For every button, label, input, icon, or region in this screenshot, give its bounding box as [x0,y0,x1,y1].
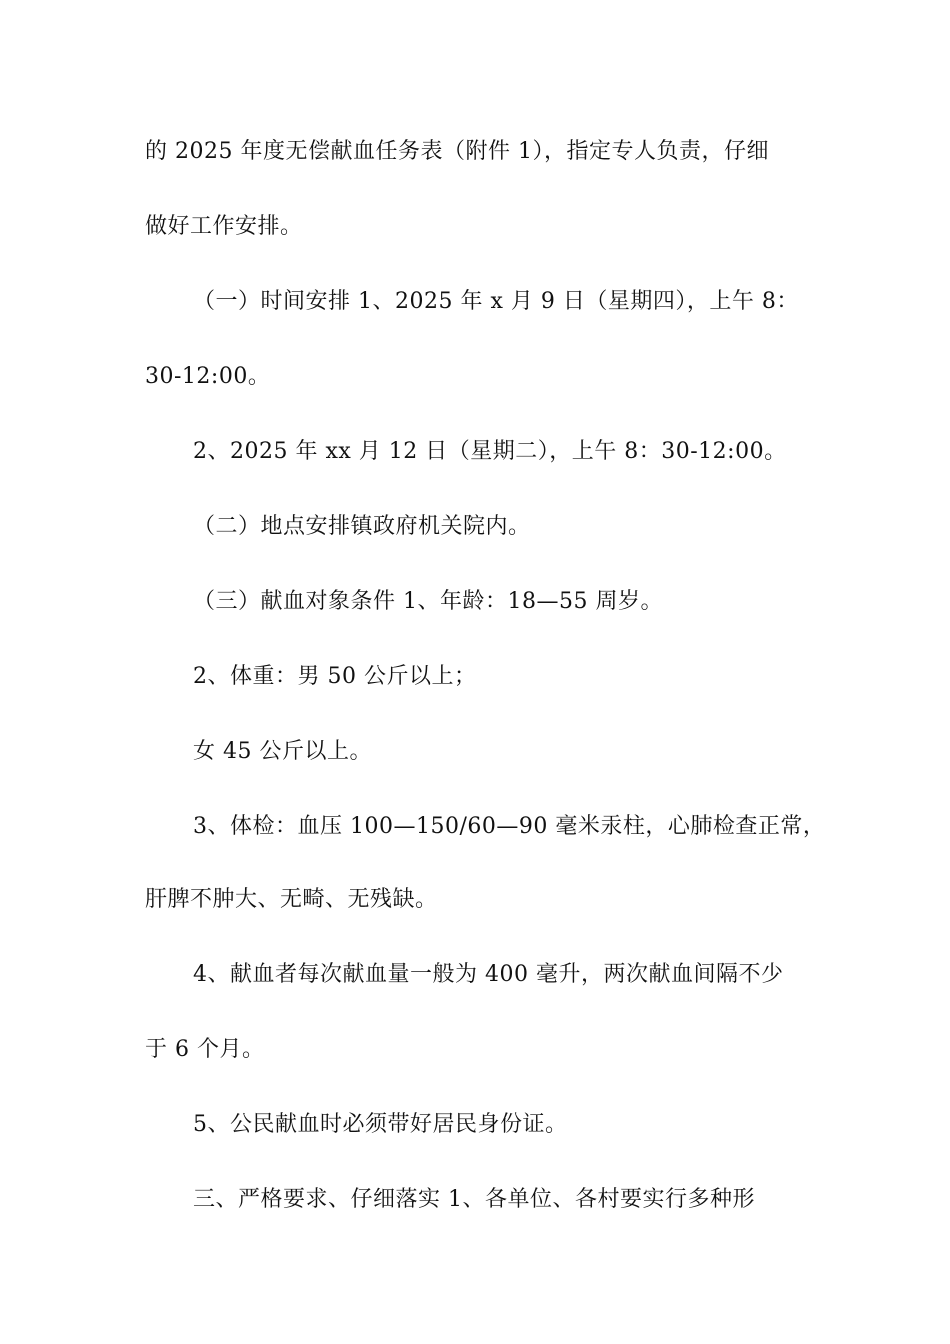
text-line: 女 45 公斤以上。 [193,739,372,764]
text-line: （二）地点安排镇政府机关院内。 [193,514,531,539]
text-line: 2、2025 年 xx 月 12 日（星期二），上午 8：30-12:00。 [193,439,787,464]
text-line: 于 6 个月。 [145,1037,265,1062]
text-line: （三）献血对象条件 1、年龄：18—55 周岁。 [193,589,663,614]
text-line: 2、体重：男 50 公斤以上； [193,664,477,689]
text-line: 的 2025 年度无偿献血任务表（附件 1），指定专人负责，仔细 [145,139,769,164]
text-line: 3、体检：血压 100—150/60—90 毫米汞柱，心肺检查正常， [193,814,826,839]
text-line: （一）时间安排 1、2025 年 x 月 9 日（星期四），上午 8： [193,289,799,314]
text-line: 4、献血者每次献血量一般为 400 毫升，两次献血间隔不少 [193,962,784,987]
text-line: 5、公民献血时必须带好居民身份证。 [193,1112,568,1137]
text-line: 三、严格要求、仔细落实 1、各单位、各村要实行多种形 [193,1187,755,1212]
text-line: 30-12:00。 [145,364,271,389]
text-line: 肝脾不肿大、无畸、无残缺。 [145,887,438,912]
text-line: 做好工作安排。 [145,214,303,239]
